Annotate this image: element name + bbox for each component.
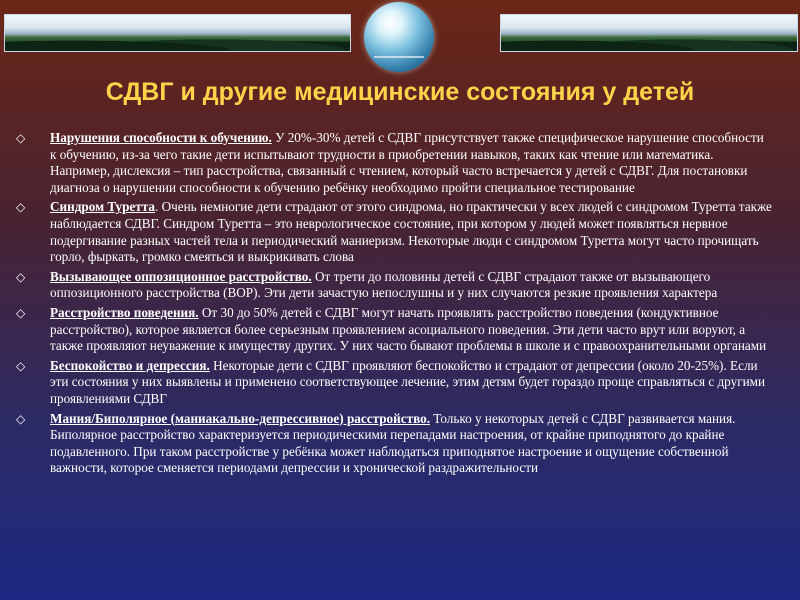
item-term: Беспокойство и депрессия. — [50, 357, 210, 373]
slide-title: СДВГ и другие медицинские состояния у детей — [105, 78, 695, 106]
globe-icon — [364, 2, 434, 72]
header-banner-right — [500, 14, 798, 52]
diamond-bullet-icon: ◇ — [16, 411, 26, 426]
item-term: Вызывающее оппозиционное расстройство. — [50, 268, 312, 284]
header-banner-left — [4, 14, 351, 52]
item-text: . Очень немногие дети страдают от этого синдрома, но практически у всех людей с синдромом Туретта также наблюдается СДВГ. Синдром Туретта – это неврологическое состояние, при котором у людей может появляться нервное подергивание разных частей тела и периодический маниеризм. Некоторые люди с синдромом Туретта могут часто прочищать горло, фыркать, громко смеяться и выкрикивать слова — [50, 199, 772, 265]
item-text: Только у некоторых детей с СДВГ развивается мания. Биполярное расстройство характеризуется периодическими перепадами настроения, от крайне приподнятого до крайне подавленного. При таком расстройстве у ребёнка может наблюдаться приподнятое настроение и ощущение собственной важности, которое сменяется периодами депрессии и хронической раздражительности — [50, 410, 736, 476]
item-term: Синдром Туретта — [50, 199, 155, 215]
bullet-list — [12, 130, 772, 480]
item-term: Нарушения способности к обучению. — [50, 130, 272, 145]
list-item — [12, 411, 772, 477]
item-text: У 20%-30% детей с СДВГ присутствует также специфическое нарушение способности к обучению, из-за чего такие дети испытывают трудности в приобретении навыков, таких как чтение или математика. Например, дислексия – тип расстройства, связанный с чтением, который часто встречается у детей с СДВГ. Для постановки диагноза о нарушении способности к обучению ребёнку необходимо пройти специальное тестирование — [50, 130, 764, 195]
item-text: Некоторые дети с СДВГ проявляют беспокойство и страдают от депрессии (около 20-25%). Если эти состояния у них выявлены и применено соответствующее лечение, этим детям будет гораздо проще справляться с другими проявлениями СДВГ — [50, 357, 766, 406]
list-item — [12, 130, 772, 196]
list-item — [12, 269, 772, 302]
list-item — [12, 358, 772, 408]
item-term: Мания/Биполярное (маниакально-депрессивное) расстройство. — [50, 410, 430, 426]
diamond-bullet-icon: ◇ — [16, 269, 26, 284]
diamond-bullet-icon: ◇ — [16, 358, 26, 373]
item-text: От 30 до 50% детей с СДВГ могут начать проявлять расстройство поведения (кондуктивное расстройство), которое является более серьезным проявлением асоциального поведения. Эти дети часто врут или воруют, а также проявляют неуважение к имуществу других. У них часто бывают проблемы в школе и с правоохранительными органами — [50, 304, 767, 354]
item-text: От трети до половины детей с СДВГ страдают также от вызывающего оппозиционного расстройства (ВОР). Эти дети зачастую непослушны и у них случаются резкие проявления характера — [50, 268, 718, 301]
list-item — [12, 199, 772, 265]
diamond-bullet-icon: ◇ — [16, 305, 26, 320]
list-item — [12, 305, 772, 355]
diamond-bullet-icon: ◇ — [16, 131, 26, 145]
item-term: Расстройство поведения. — [50, 304, 199, 320]
diamond-bullet-icon: ◇ — [16, 200, 26, 215]
